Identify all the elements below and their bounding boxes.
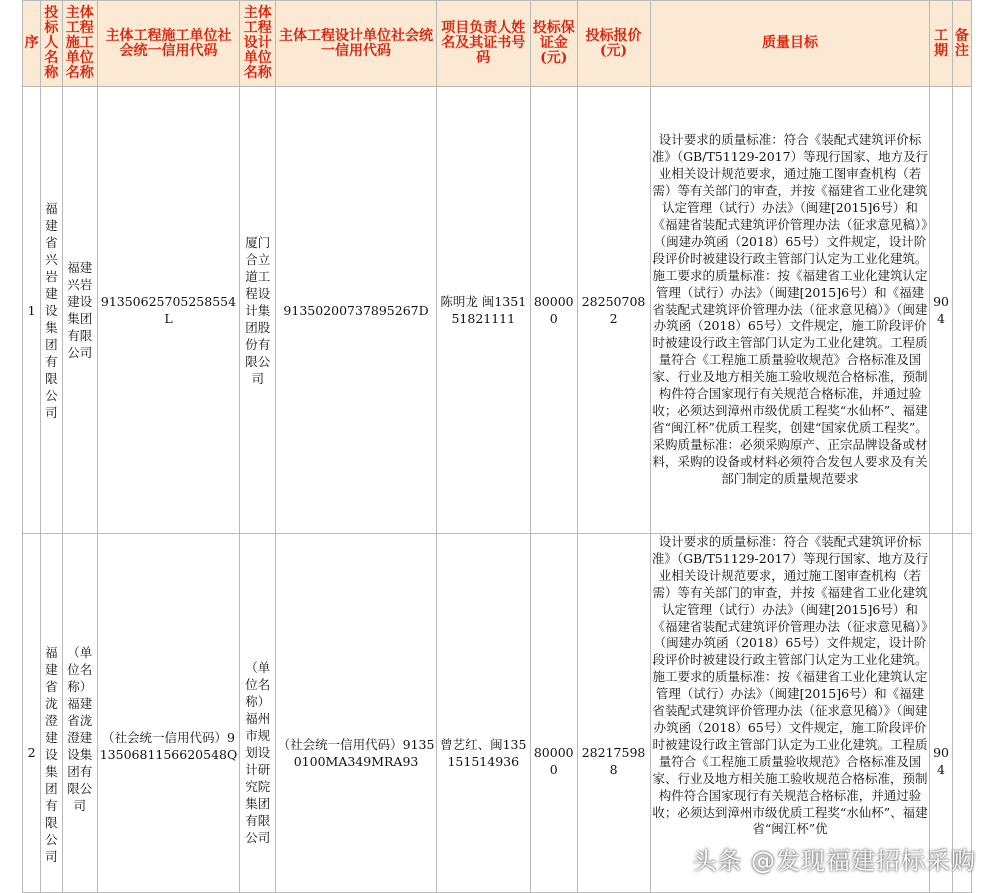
cell-designer-code: 91350200737895267D	[276, 87, 436, 534]
table-row	[23, 87, 972, 534]
cell-designer-code-text: （社会统一信用代码）91350100MA349MRA93	[277, 737, 435, 769]
cell-main-contractor	[62, 534, 97, 893]
cell-designer-code	[276, 534, 436, 893]
header-bidder: 投标人名称	[41, 1, 62, 87]
cell-bidder: 福建省兴岩建设集团有限公司	[41, 87, 62, 534]
table-row	[23, 534, 972, 893]
header-manager: 项目负责人姓名及其证书号码	[436, 1, 530, 87]
cell-contractor-code	[98, 534, 240, 893]
cell-seq-text: 2	[27, 745, 36, 760]
cell-contractor-code-text: （社会统一信用代码）91350681156620548Q	[99, 730, 238, 762]
cell-price	[577, 534, 650, 893]
table-header-row	[23, 1, 972, 87]
cell-bidder	[41, 534, 62, 893]
cell-period-text: 904	[933, 745, 949, 777]
header-price: 投标报价(元)	[577, 1, 650, 87]
header-deposit: 投标保证金(元)	[530, 1, 577, 87]
cell-contractor-code: 91350625705258554L	[98, 87, 240, 534]
cell-deposit: 800000	[530, 87, 577, 534]
cell-seq: 1	[23, 87, 41, 534]
cell-quality: 设计要求的质量标准：符合《装配式建筑评价标准》（GB/T51129-2017）等现行国家、地方及行业相关设计规范要求，通过施工图审查机构（若需）等有关部门的审查，并按《福建省工业化建筑认定管理（试行）办法》（闽建[2015]6号）和《福建省装配式建筑评价管理办法（征求意见稿）》（闽建办筑函（2018）65号）文件规定，设计阶段评价时被建设行政主管部门认定为工业化建筑。施工要求的质量标准：按《福建省工业化建筑认定管理（试行）办法》（闽建[2015]6号）和《福建省装配式建筑评价管理办法（征求意见稿）》（闽建办筑函（2018）65号）文件规定，施工阶段评价时被建设行政主管部门认定为工业化建筑。工程质量符合《工程施工质量验收规范》合格标准及国家、行业及地方相关施工验收规范合格标准，预制构件符合国家现行有关规范合格标准，并通过验收；必须达到漳州市级优质工程奖“水仙杯”、福建省“闽江杯”优质工程奖，创建“国家优质工程奖”。采购质量标准：必须采购原产、正宗品牌设备或材料，采购的设备或材料必须符合发包人要求及有关部门制定的质量规范要求	[650, 87, 930, 534]
cell-designer	[239, 534, 276, 893]
header-contractor-code: 主体工程施工单位社会统一信用代码	[98, 1, 240, 87]
cell-deposit-text: 800000	[533, 745, 574, 777]
cell-manager-text: 曾艺红、闽135151514936	[440, 737, 527, 769]
cell-deposit	[530, 534, 577, 893]
cell-remark	[952, 534, 971, 893]
cell-seq	[23, 534, 41, 893]
cell-period	[930, 534, 952, 893]
cell-designer-text: （单位名称）福州市规划设计研究院集团有限公司	[245, 660, 271, 845]
cell-main-contractor: 福建兴岩建设集团有限公司	[62, 87, 97, 534]
header-main-contractor: 主体工程施工单位名称	[62, 1, 97, 87]
header-remark: 备注	[952, 1, 971, 87]
header-designer-code: 主体工程设计单位社会统一信用代码	[276, 1, 436, 87]
cell-bidder-text: 福建省泷澄建设集团有限公司	[45, 645, 58, 864]
cell-quality: 设计要求的质量标准：符合《装配式建筑评价标准》（GB/T51129-2017）等现行国家、地方及行业相关设计规范要求，通过施工图审查机构（若需）等有关部门的审查，并按《福建省工业化建筑认定管理（试行）办法》（闽建[2015]6号）和《福建省装配式建筑评价管理办法（征求意见稿）》（闽建办筑函（2018）65号）文件规定，设计阶段评价时被建设行政主管部门认定为工业化建筑。施工要求的质量标准：按《福建省工业化建筑认定管理（试行）办法》（闽建[2015]6号）和《福建省装配式建筑评价管理办法（征求意见稿）》（闽建办筑函（2018）65号）文件规定，施工阶段评价时被建设行政主管部门认定为工业化建筑。工程质量符合《工程施工质量验收规范》合格标准及国家、行业及地方相关施工验收规范合格标准，预制构件符合国家现行有关规范合格标准，并通过验收；必须达到漳州市级优质工程奖“水仙杯”、福建省“闽江杯”优	[650, 534, 930, 893]
watermark-text: 头条 @发现福建招标采购	[692, 847, 976, 875]
cell-main-contractor-text: （单位名称）福建省泷澄建设集团有限公司	[67, 645, 93, 813]
cell-remark	[952, 87, 971, 534]
cell-price-text: 282175988	[581, 745, 646, 777]
cell-manager: 陈明龙 闽135151821111	[436, 87, 530, 534]
header-period: 工期	[930, 1, 952, 87]
cell-designer: 厦门合立道工程设计集团股份有限公司	[239, 87, 276, 534]
header-seq: 序	[23, 1, 41, 87]
header-quality: 质量目标	[650, 1, 930, 87]
left-gutter	[0, 0, 22, 890]
cell-price: 282507082	[577, 87, 650, 534]
bid-results-table	[22, 0, 972, 893]
cell-manager	[436, 534, 530, 893]
header-designer: 主体工程设计单位名称	[239, 1, 276, 87]
cell-period: 904	[930, 87, 952, 534]
